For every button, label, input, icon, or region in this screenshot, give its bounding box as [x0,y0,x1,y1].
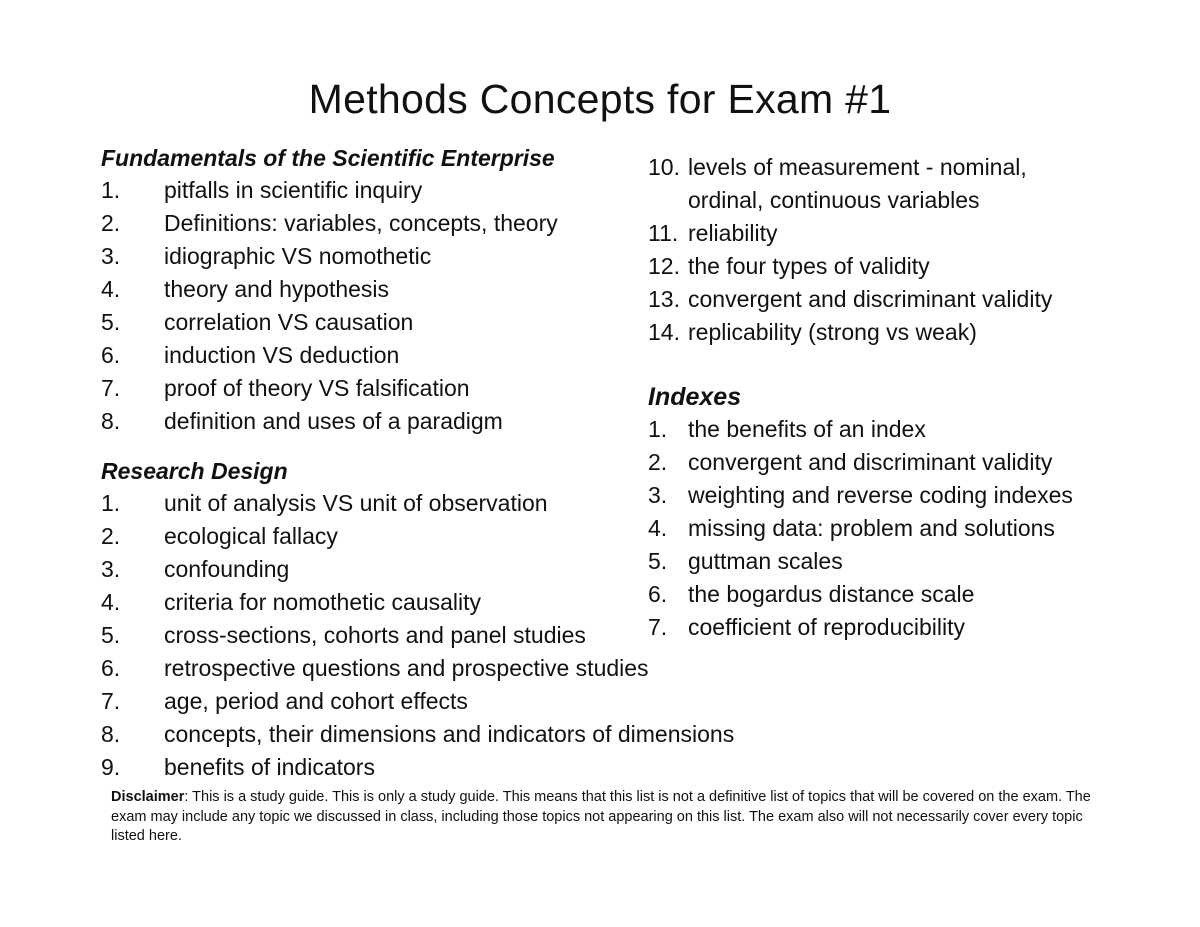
disclaimer-text: : This is a study guide. This is only a study guide. This means that this list is not a definitive list of topics that will be covered on the exam. The exam may include any topic we discussed in class, including those topics not appearing on this list. The exam also will not necessarily cover every topic listed here. [111,789,1091,844]
item-text: reliability [688,220,778,246]
indexes-heading: Indexes [648,383,742,411]
item-text: cross-sections, cohorts and panel studies [164,622,586,648]
item-number: 8. [101,721,121,747]
item-number: 1. [648,416,668,442]
item-number: 5. [101,622,121,648]
research-design-heading: Research Design [101,458,288,484]
disclaimer-label: Disclaimer [111,789,185,805]
item-text: confounding [164,556,290,582]
item-number: 7. [101,688,121,714]
item-number: 6. [101,655,121,681]
item-number: 3. [101,556,121,582]
item-number: 2. [101,210,121,236]
page-title: Methods Concepts for Exam #1 [308,76,892,122]
item-number: 4. [101,589,121,615]
item-number: 7. [101,375,121,401]
item-text: age, period and cohort effects [164,688,468,714]
item-text: Definitions: variables, concepts, theory [164,210,558,236]
item-text: definition and uses of a paradigm [164,408,503,434]
item-text: missing data: problem and solutions [688,515,1055,541]
item-text: correlation VS causation [164,309,414,335]
item-number: 1. [101,490,121,516]
item-number: 11. [648,220,679,246]
item-number: 9. [101,754,121,780]
item-number: 12. [648,253,680,279]
disclaimer [111,788,1096,847]
item-text: induction VS deduction [164,342,400,368]
item-text: the bogardus distance scale [688,581,975,607]
item-text: convergent and discriminant validity [688,449,1053,475]
item-text: idiographic VS nomothetic [164,243,432,269]
item-number: 4. [648,515,668,541]
item-text: the four types of validity [688,253,930,279]
item-text: concepts, their dimensions and indicators of dimensions [164,721,735,747]
item-text: convergent and discriminant validity [688,286,1053,312]
item-number: 3. [101,243,121,269]
item-number: 13. [648,286,680,312]
item-text: proof of theory VS falsification [164,375,470,401]
item-text: retrospective questions and prospective studies [164,655,649,681]
item-number: 6. [101,342,121,368]
item-number: 4. [101,276,121,302]
item-number: 7. [648,614,668,640]
item-number: 14. [648,319,680,345]
item-text: weighting and reverse coding indexes [688,482,1073,508]
item-text: ecological fallacy [164,523,338,549]
item-text: theory and hypothesis [164,276,390,302]
item-text: criteria for nomothetic causality [164,589,482,615]
item-text: coefficient of reproducibility [688,614,965,640]
item-text: unit of analysis VS unit of observation [164,490,548,516]
item-number: 10. [648,154,680,180]
item-text: the benefits of an index [688,416,926,442]
item-text: replicability (strong vs weak) [688,319,977,345]
item-text: levels of measurement - nominal, ordinal, continuous variables [688,154,1027,213]
fundamentals-heading: Fundamentals of the Scientific Enterprise [101,145,555,171]
item-number: 5. [648,548,668,574]
item-text: benefits of indicators [164,754,375,780]
item-number: 2. [648,449,668,475]
item-number: 1. [101,177,121,203]
item-text: pitfalls in scientific inquiry [164,177,423,203]
item-number: 8. [101,408,121,434]
item-number: 6. [648,581,668,607]
item-number: 2. [101,523,121,549]
item-number: 5. [101,309,121,335]
item-text: guttman scales [688,548,843,574]
item-number: 3. [648,482,668,508]
